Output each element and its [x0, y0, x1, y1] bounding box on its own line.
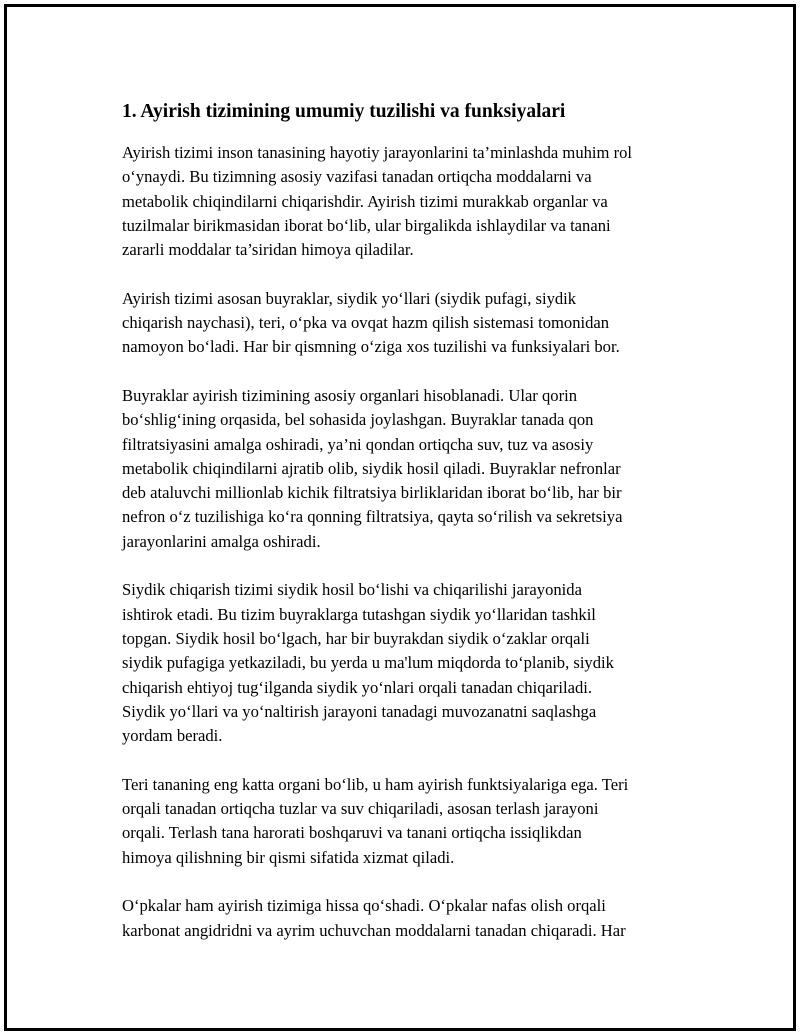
text-line: siydik pufagiga yetkaziladi, bu yerda u ma'lum miqdorda to‘planib, siydik [122, 653, 614, 673]
text-line: chiqarish naychasi), teri, o‘pka va ovqat hazm qilish sistemasi tomonidan [122, 313, 610, 333]
text-line: O‘pkalar ham ayirish tizimiga hissa qo‘shadi. O‘pkalar nafas olish orqali [122, 896, 606, 916]
text-line: nefron o‘z tuzilishiga ko‘ra qonning filtratsiya, qayta so‘rilish va sekretsiya [122, 507, 623, 527]
text-line: metabolik chiqindilarni chiqarishdir. Ayirish tizimi murakkab organlar va [122, 191, 608, 211]
text-line: filtratsiyasini amalga oshiradi, ya’ni qondan ortiqcha suv, tuz va asosiy [122, 434, 594, 454]
text-line: o‘ynaydi. Bu tizimning asosiy vazifasi tanadan ortiqcha moddalarni va [122, 167, 592, 187]
text-line: bo‘shlig‘ining orqasida, bel sohasida joylashgan. Buyraklar tanada qon [122, 410, 594, 430]
paragraph-1 [122, 141, 702, 262]
text-line: himoya qilishning bir qismi sifatida xizmat qiladi. [122, 847, 455, 867]
text-line: yordam beradi. [122, 726, 223, 746]
text-line: zararli moddalar ta’siridan himoya qiladilar. [122, 240, 414, 260]
text-line: chiqarish ehtiyoj tug‘ilganda siydik yo‘nlari orqali tanadan chiqariladi. [122, 677, 593, 697]
paragraph-5 [122, 773, 702, 870]
text-line: ishtirok etadi. Bu tizim buyraklarga tutashgan siydik yo‘llaridan tashkil [122, 604, 596, 624]
paragraph-4 [122, 578, 702, 748]
text-line: Ayirish tizimi inson tanasining hayotiy jarayonlarini ta’minlashda muhim rol [122, 143, 633, 162]
text-line: Ayirish tizimi asosan buyraklar, siydik yo‘llari (siydik pufagi, siydik [122, 288, 577, 308]
paragraph-3 [122, 384, 702, 554]
text-line: deb ataluvchi millionlab kichik filtratsiya birliklaridan iborat bo‘lib, har bir [122, 483, 622, 503]
text-line: topgan. Siydik hosil bo‘lgach, har bir buyrakdan siydik o‘zaklar orqali [122, 628, 590, 648]
text-line: Siydik yo‘llari va yo‘naltirish jarayoni tanadagi muvozanatni saqlashga [122, 701, 597, 721]
text-line: jarayonlarini amalga oshiradi. [122, 531, 321, 551]
text-line: tuzilmalar birikmasidan iborat bo‘lib, ular birgalikda ishlaydilar va tanani [122, 215, 611, 235]
text-line: karbonat angidridni va ayrim uchuvchan moddalarni tanadan chiqaradi. Har [122, 920, 626, 940]
text-line: orqali. Terlash tana harorati boshqaruvi va tanani ortiqcha issiqlikdan [122, 823, 582, 843]
page-frame [4, 4, 796, 1031]
text-line: namoyon bo‘ladi. Har bir qismning o‘ziga xos tuzilishi va funksiyalari bor. [122, 337, 620, 357]
paragraph-2 [122, 287, 702, 360]
document-body [122, 99, 702, 967]
text-line: Siydik chiqarish tizimi siydik hosil bo‘lishi va chiqarilishi jarayonida [122, 580, 582, 600]
text-line: Teri tananing eng katta organi bo‘lib, u ham ayirish funktsiyalariga ega. Teri [122, 774, 629, 794]
text-line: metabolik chiqindilarni ajratib olib, siydik hosil qiladi. Buyraklar nefronlar [122, 458, 621, 478]
text-line: orqali tanadan ortiqcha tuzlar va suv chiqariladi, asosan terlash jarayoni [122, 799, 599, 819]
text-line: Buyraklar ayirish tizimining asosiy organlari hisoblanadi. Ular qorin [122, 385, 578, 405]
section-heading: 1. Ayirish tizimining umumiy tuzilishi va funksiyalari [122, 101, 566, 122]
paragraph-6 [122, 894, 702, 943]
